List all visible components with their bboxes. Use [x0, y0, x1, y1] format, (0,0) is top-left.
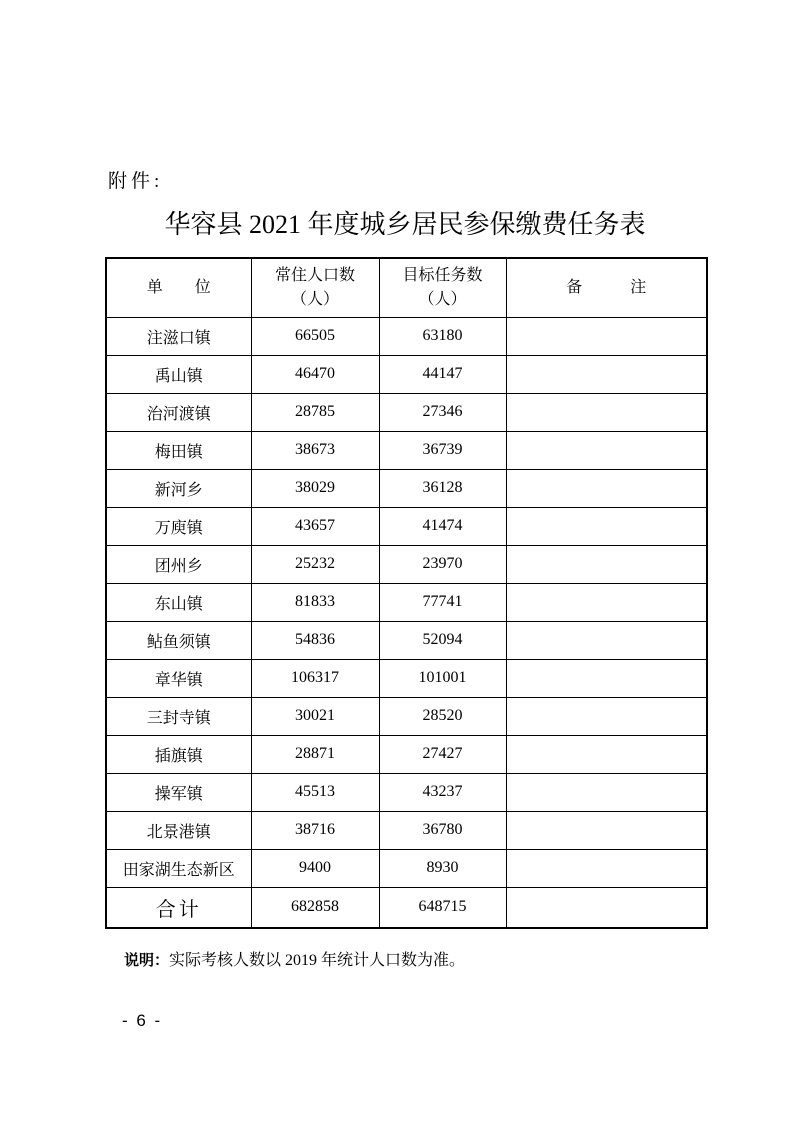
target-cell: 44147 — [379, 355, 506, 393]
table-row — [106, 431, 707, 469]
remark-cell — [506, 849, 707, 887]
remark-cell — [506, 697, 707, 735]
note-label: 说明： — [124, 952, 170, 969]
column-header-unit-label: 单 位 — [146, 278, 211, 296]
table-row — [106, 849, 707, 887]
target-cell: 28520 — [379, 697, 506, 735]
table-total-row — [106, 887, 707, 928]
unit-cell: 插旗镇 — [106, 735, 251, 773]
table-row — [106, 355, 707, 393]
population-cell: 38673 — [251, 431, 379, 469]
column-header-population-unit: （人） — [290, 290, 339, 308]
population-cell: 30021 — [251, 697, 379, 735]
unit-cell: 新河乡 — [106, 469, 251, 507]
unit-cell: 东山镇 — [106, 583, 251, 621]
column-header-remark-label: 备 注 — [566, 278, 647, 296]
unit-cell: 梅田镇 — [106, 431, 251, 469]
page-title: 华容县 2021 年度城乡居民参保缴费任务表 — [164, 210, 646, 239]
table-row — [106, 659, 707, 697]
column-header-target-label: 目标任务数 — [402, 266, 483, 284]
population-cell: 28871 — [251, 735, 379, 773]
unit-cell: 团州乡 — [106, 545, 251, 583]
population-cell: 106317 — [251, 659, 379, 697]
remark-cell — [506, 735, 707, 773]
remark-cell — [506, 811, 707, 849]
column-header-population-label: 常住人口数 — [274, 266, 355, 284]
population-cell: 25232 — [251, 545, 379, 583]
remark-cell — [506, 583, 707, 621]
total-unit-cell: 合计 — [106, 887, 251, 928]
table-row — [106, 621, 707, 659]
table-row — [106, 545, 707, 583]
population-cell: 45513 — [251, 773, 379, 811]
unit-cell: 治河渡镇 — [106, 393, 251, 431]
unit-cell: 田家湖生态新区 — [106, 849, 251, 887]
table-body — [106, 258, 707, 928]
population-cell: 66505 — [251, 317, 379, 355]
target-cell: 23970 — [379, 545, 506, 583]
unit-cell: 注滋口镇 — [106, 317, 251, 355]
target-cell: 8930 — [379, 849, 506, 887]
unit-cell: 北景港镇 — [106, 811, 251, 849]
table-row — [106, 735, 707, 773]
column-header-population — [251, 258, 379, 317]
unit-cell: 万庾镇 — [106, 507, 251, 545]
task-table — [105, 257, 708, 929]
unit-cell: 操军镇 — [106, 773, 251, 811]
population-cell: 28785 — [251, 393, 379, 431]
remark-cell — [506, 507, 707, 545]
unit-cell: 鲇鱼须镇 — [106, 621, 251, 659]
table-row — [106, 583, 707, 621]
task-table-container — [105, 257, 708, 929]
total-target-cell: 648715 — [379, 887, 506, 928]
population-cell: 38716 — [251, 811, 379, 849]
population-cell: 43657 — [251, 507, 379, 545]
remark-cell — [506, 659, 707, 697]
column-header-unit — [106, 258, 251, 317]
target-cell: 41474 — [379, 507, 506, 545]
note-text: 实际考核人数以 2019 年统计人口数为准。 — [169, 952, 466, 969]
table-row — [106, 393, 707, 431]
attachment-label: 附件: — [108, 171, 164, 192]
unit-cell: 禹山镇 — [106, 355, 251, 393]
unit-cell: 三封寺镇 — [106, 697, 251, 735]
target-cell: 101001 — [379, 659, 506, 697]
target-cell: 43237 — [379, 773, 506, 811]
note — [124, 947, 465, 970]
remark-cell — [506, 431, 707, 469]
remark-cell — [506, 773, 707, 811]
remark-cell — [506, 545, 707, 583]
table-header-row — [106, 258, 707, 317]
population-cell: 54836 — [251, 621, 379, 659]
remark-cell — [506, 393, 707, 431]
remark-cell — [506, 469, 707, 507]
target-cell: 36780 — [379, 811, 506, 849]
remark-cell — [506, 317, 707, 355]
target-cell: 52094 — [379, 621, 506, 659]
target-cell: 36739 — [379, 431, 506, 469]
population-cell: 38029 — [251, 469, 379, 507]
table-row — [106, 317, 707, 355]
column-header-target-unit: （人） — [418, 290, 467, 308]
table-row — [106, 507, 707, 545]
population-cell: 9400 — [251, 849, 379, 887]
total-remark-cell — [506, 887, 707, 928]
target-cell: 63180 — [379, 317, 506, 355]
table-row — [106, 469, 707, 507]
remark-cell — [506, 621, 707, 659]
population-cell: 81833 — [251, 583, 379, 621]
total-population-cell: 682858 — [251, 887, 379, 928]
target-cell: 27346 — [379, 393, 506, 431]
table-row — [106, 697, 707, 735]
column-header-target — [379, 258, 506, 317]
column-header-remark — [506, 258, 707, 317]
page-number: - 6 - — [122, 1011, 163, 1030]
population-cell: 46470 — [251, 355, 379, 393]
target-cell: 77741 — [379, 583, 506, 621]
table-row — [106, 773, 707, 811]
target-cell: 27427 — [379, 735, 506, 773]
table-row — [106, 811, 707, 849]
target-cell: 36128 — [379, 469, 506, 507]
remark-cell — [506, 355, 707, 393]
unit-cell: 章华镇 — [106, 659, 251, 697]
